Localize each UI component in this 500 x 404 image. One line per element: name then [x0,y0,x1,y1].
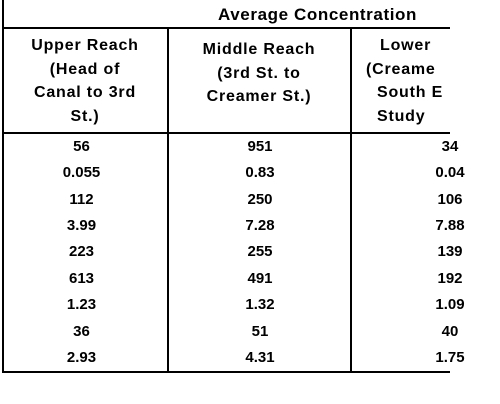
column-header-upper-reach [0,34,170,128]
table-cell: 1.23 [66,296,97,313]
table-cell: 0.055 [62,164,101,181]
column-header-middle-reach [168,38,350,109]
header-line: (Creame [366,60,436,78]
table-cell: 106 [437,191,463,208]
table-cell: 951 [247,138,273,155]
header-line: St.) [70,107,100,125]
table-cell: 7.28 [245,217,275,234]
table-cell: 1.75 [435,349,465,366]
table-cell: 1.32 [245,296,275,313]
table-cell: 192 [437,270,463,287]
table-cell: 223 [68,243,95,260]
header-line: Creamer St.) [206,88,312,105]
table-cell: 4.31 [245,349,275,366]
table-cell: 0.04 [435,164,465,181]
table-cell: 3.99 [66,217,97,234]
header-line: (Head of [49,60,121,78]
table-bottom-rule [2,371,450,373]
table-cell: 2.93 [66,349,97,366]
header-line: (3rd St. to [217,64,301,82]
table-cell: 40 [441,323,459,340]
header-bottom-rule [2,132,450,134]
header-line: Study [377,107,426,125]
table-cell: 0.83 [245,164,275,181]
column-header-lower-reach [366,34,450,128]
column-divider-2 [350,28,352,372]
table-cell: 491 [247,270,273,287]
group-header: Average Concentration [218,5,418,24]
header-line: Middle Reach [202,41,316,58]
table-cell: 613 [68,270,95,287]
table-cell: 56 [73,138,90,155]
table-cell: 7.88 [435,217,465,234]
table-cell: 139 [437,243,463,260]
header-line: Upper Reach [31,37,139,54]
table-cell: 51 [251,323,269,340]
table-cell: 250 [247,191,273,208]
table-cell: 112 [69,191,94,208]
header-top-rule [2,27,450,29]
table-cell: 1.09 [435,296,465,313]
table-cell: 255 [247,243,273,260]
header-line: South E [377,84,444,101]
header-line: Lower [380,37,432,54]
table-cell: 34 [441,138,459,155]
table-cell: 36 [73,323,90,340]
header-line: Canal to 3rd [33,84,137,101]
